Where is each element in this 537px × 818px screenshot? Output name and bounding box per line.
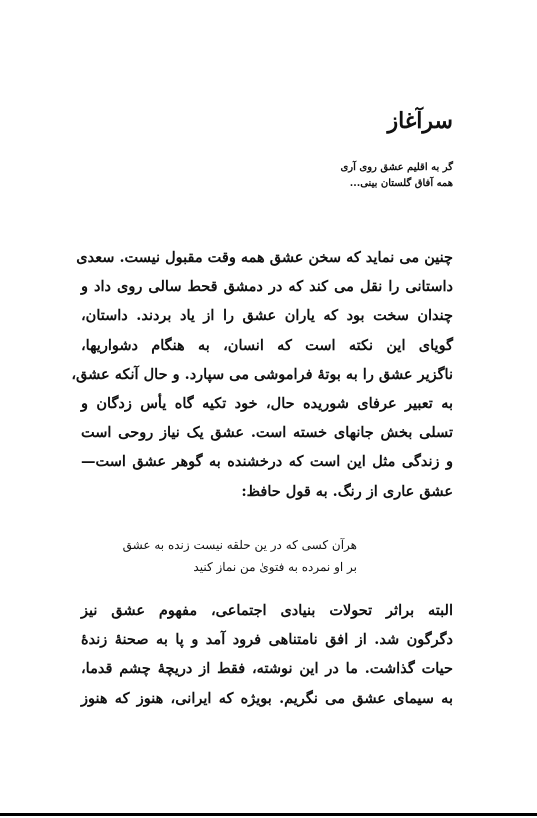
paragraph-1 <box>71 243 453 506</box>
epigraph-line: گر به اقلیم عشق روی آری <box>340 162 453 173</box>
page-bottom-rule <box>0 813 537 816</box>
text-line: به تعبیر عرفای شوریده حال، خود تکیه گاه یأس زدگان و <box>81 395 453 413</box>
epigraph <box>340 160 453 192</box>
text-line: و زندگی مثل این است که درخشنده به گوهر عشق است— <box>81 453 453 471</box>
epigraph-line: همه آفاق گلستان بینی... <box>349 178 453 189</box>
text-line: چندان سخت بود که یاران عشق را از یاد بردند. داستان، <box>81 307 453 325</box>
text-line: البته براثر تحولات بنیادی اجتماعی، مفهوم عشق نیز <box>81 602 453 619</box>
text-line: گویای این نکته است که انسان، به هنگام دشواریها، <box>81 336 453 354</box>
text-line: دگرگون شد. از افق نامتناهی فرود آمد و پا به صحنهٔ زندهٔ <box>81 631 453 649</box>
text-line: تسلی بخش جانهای خسته است. عشق یک نیاز روحی است <box>81 424 453 442</box>
text-line: حیات گذاشت. ما در این نوشته، فقط از دریچهٔ چشم قدما، <box>81 660 453 678</box>
paragraph-2 <box>81 596 453 713</box>
text-line: به سیمای عشق می نگریم. بویژه که ایرانی، هنوز که هنوز <box>81 689 453 707</box>
text-line: ناگزیر عشق را به بوتهٔ فراموشی می سپارد. و حال آنکه عشق، <box>71 365 453 383</box>
text-line: چنین می نماید که سخن عشق همه وقت مقبول نیست. سعدی <box>76 249 453 266</box>
text-line: عشق عاری از رنگ. به قول حافظ: <box>241 482 453 500</box>
text-line: داستانی را نقل می کند که در دمشق قحط سالی روی داد و <box>81 278 453 296</box>
chapter-heading: سرآغاز <box>387 108 453 134</box>
poem-verse: بر او نمرده به فتویٰ من نماز کنید <box>193 560 357 574</box>
poem-verse: هرآن کسی که در ین حلقه نیست زنده به عشق <box>122 538 357 552</box>
